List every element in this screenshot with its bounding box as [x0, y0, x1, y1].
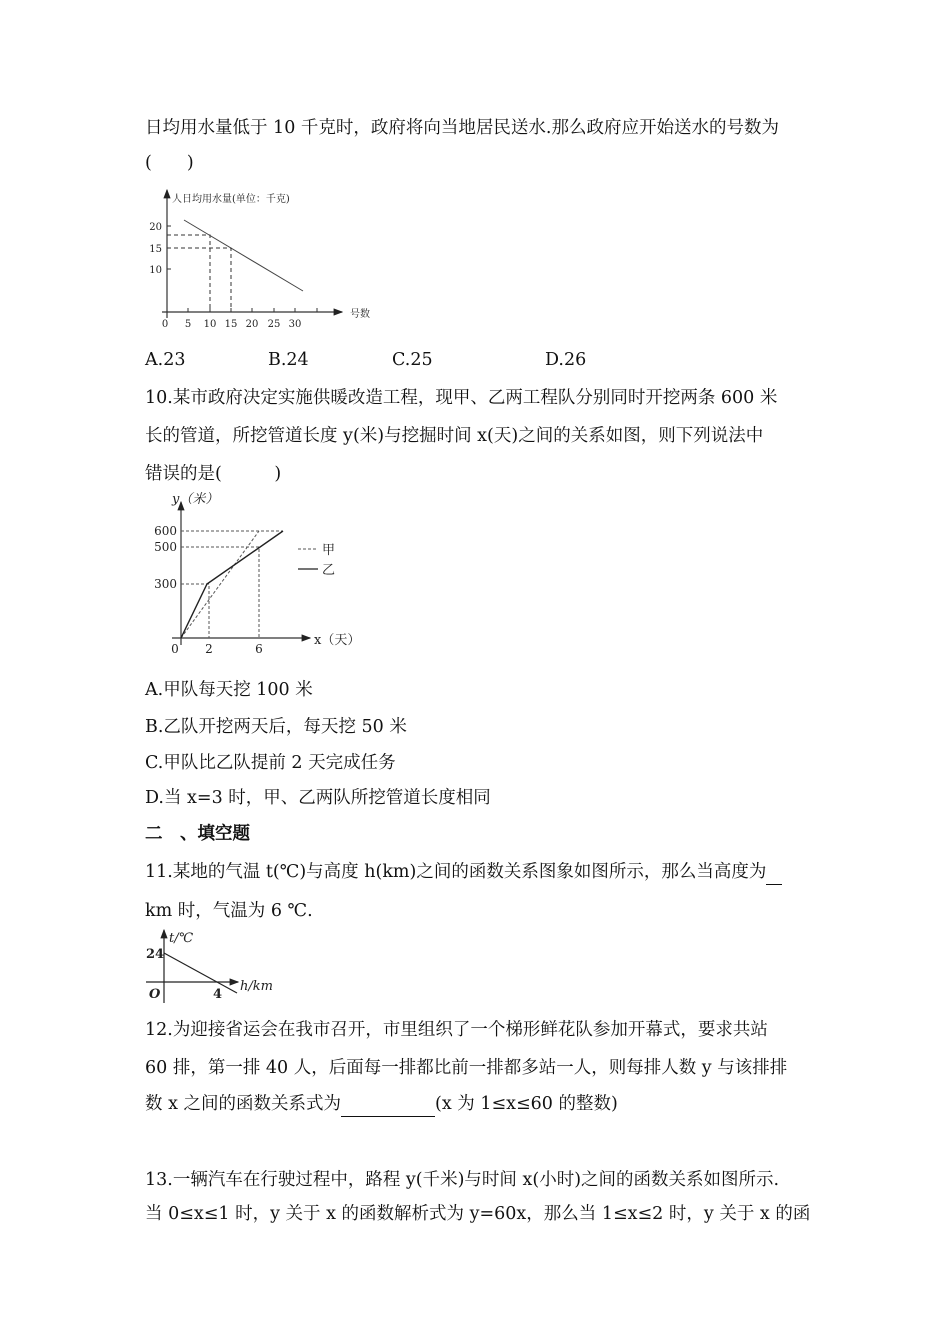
q10-text-line2: 长的管道，所挖管道长度 y(米)与挖掘时间 x(天)之间的关系如图，则下列说法中: [145, 426, 764, 446]
x-tick: 2: [205, 642, 213, 656]
y-axis-label: 人日均用水量(单位：千克): [172, 194, 290, 205]
q12-text-line2: 60 排，第一排 40 人，后面每一排都比前一排都多站一人，则每排人数 y 与该排排: [145, 1058, 788, 1078]
q10-option-b: B.乙队开挖两天后，每天挖 50 米: [145, 717, 407, 737]
q11-temperature-graph: [146, 930, 273, 1003]
x-axis-label: x（天）: [314, 633, 361, 648]
x-tick: 0: [161, 319, 169, 330]
q9-water-usage-graph: [149, 190, 370, 330]
q9-option-b: B.24: [268, 350, 309, 370]
y-axis-label: t/℃: [169, 931, 194, 946]
y-tick: 20: [149, 222, 162, 233]
q11-text-line2: km 时，气温为 6 ℃.: [145, 901, 313, 921]
q9-option-c: C.25: [392, 350, 433, 370]
section-heading-fill-in: 二 、填空题: [145, 824, 250, 844]
x-tick: 20: [245, 319, 259, 330]
legend-yi: 乙: [322, 563, 336, 578]
x-intercept-label: 4: [213, 987, 223, 1002]
y-tick: 500: [154, 540, 177, 554]
legend-jia: 甲: [322, 543, 336, 558]
y-tick: 300: [154, 577, 177, 591]
temperature-line: [164, 953, 237, 993]
q11-text-line1: [145, 860, 782, 885]
q10-option-c: C.甲队比乙队提前 2 天完成任务: [145, 753, 396, 773]
usage-line: [184, 220, 303, 291]
q10-option-a: A.甲队每天挖 100 米: [145, 680, 313, 700]
x-tick: 10: [203, 319, 217, 330]
q10-pipe-digging-graph: [154, 491, 360, 656]
x-tick: 30: [288, 319, 302, 330]
q9-answer-bracket: ( ): [145, 153, 194, 173]
q10-text-line1: 10.某市政府决定实施供暖改造工程，现甲、乙两工程队分别同时开挖两条 600 米: [145, 388, 778, 408]
q10-option-d: D.当 x=3 时，甲、乙两队所挖管道长度相同: [145, 788, 491, 808]
x-tick: 25: [267, 319, 281, 330]
y-tick: 600: [154, 524, 177, 538]
answer-blank[interactable]: [766, 860, 782, 885]
q9-option-a: A.23: [145, 350, 186, 370]
q11-text: 11.某地的气温 t(℃)与高度 h(km)之间的函数关系图象如图所示，那么当高度为: [145, 862, 767, 882]
y-axis-label: y（米）: [172, 492, 219, 507]
q13-text-line2: 当 0≤x≤1 时，y 关于 x 的函数解析式为 y=60x，那么当 1≤x≤2 时，y 关于 x 的函: [145, 1204, 811, 1224]
q12-text-line1: 12.为迎接省运会在我市召开，市里组织了一个梯形鲜花队参加开幕式，要求共站: [145, 1020, 768, 1040]
q12-text: 数 x 之间的函数关系式为: [145, 1094, 341, 1114]
q13-text-line1: 13.一辆汽车在行驶过程中，路程 y(千米)与时间 x(小时)之间的函数关系如图所示.: [145, 1170, 780, 1190]
q9-option-d: D.26: [545, 350, 587, 370]
x-axis-label: h/km: [240, 979, 273, 994]
q9-text-line1: 日均用水量低于 10 千克时，政府将向当地居民送水.那么政府应开始送水的号数为: [145, 118, 779, 138]
q12-condition: (x 为 1≤x≤60 的整数): [435, 1094, 618, 1114]
x-tick: 6: [255, 642, 263, 656]
answer-blank[interactable]: [341, 1092, 435, 1117]
x-axis-label: 号数: [350, 309, 370, 320]
q12-text-line3: [145, 1092, 618, 1117]
y-tick: 15: [149, 244, 162, 255]
x-tick: 0: [171, 642, 179, 656]
x-tick: 15: [224, 319, 238, 330]
y-intercept-label: 24: [146, 947, 165, 962]
q10-text-line3: 错误的是( ): [145, 464, 282, 484]
origin-label: O: [149, 987, 161, 1002]
x-tick: 5: [184, 319, 192, 330]
y-tick: 10: [149, 265, 162, 276]
